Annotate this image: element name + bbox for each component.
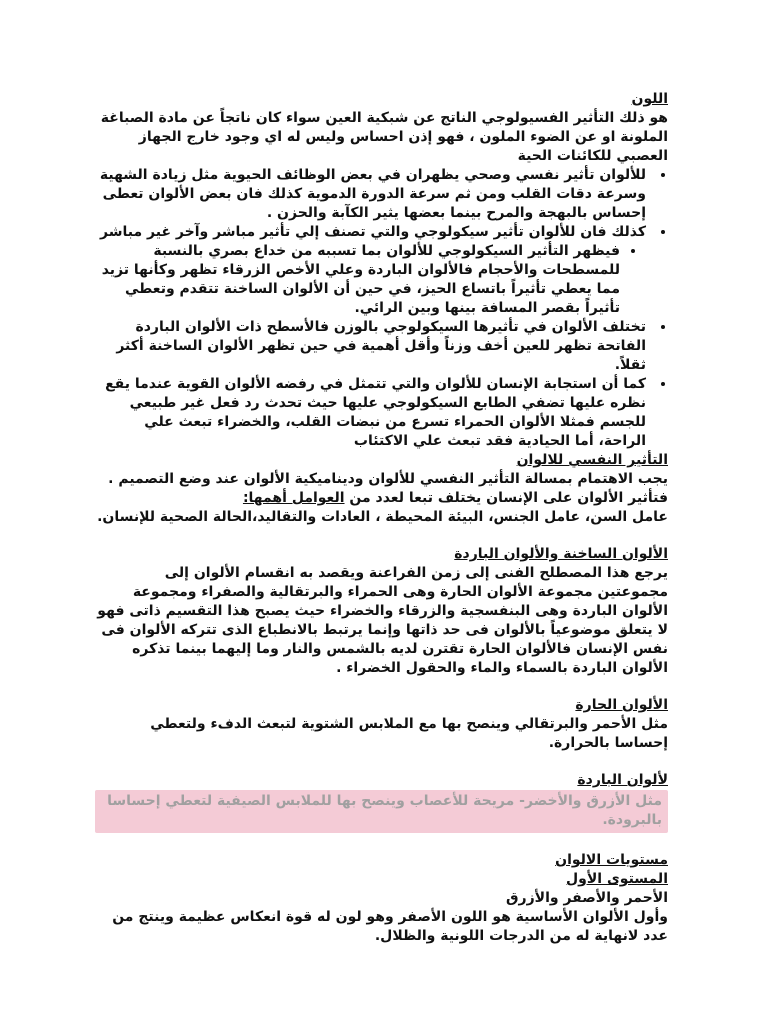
psych-line-text: فتأثير الألوان على الإنسان يختلف تبعا لعدد من: [344, 490, 668, 506]
warm-paragraph: مثل الأحمر والبرتقالي وينصح بها مع الملابس الشتوية لتبعث الدفء ولتعطي إحساسا بالحرارة.: [150, 716, 668, 751]
intro-paragraph: هو ذلك التأثير الفسيولوجي الناتج عن شبكية العين سواء كان ناتجاً عن مادة الصباغة الملونة او عن الضوء الملون ، فهو إذن احساس وليس له اي وجود خارج الجهاز العصبي للكائنات الحية: [100, 110, 668, 164]
bullet-text: كذلك فان للألوان تأثير سيكولوجي والتي تصنف إلي تأثير مباشر وآخر غير مباشر: [100, 224, 646, 240]
bullet-list: [95, 166, 668, 451]
sub-bullet-list: [95, 242, 646, 318]
hot-cold-heading: الألوان الساخنة والألوان الباردة: [454, 546, 668, 562]
cold-heading: لألوان الباردة: [577, 772, 668, 788]
psych-heading: التأثير النفسي للالوان: [516, 452, 668, 468]
levels-paragraph: وأول الألوان الأساسية هو اللون الأصفر وهو لون له قوة انعكاس عظيمة وينتج من عدد لانهاية له من الدرجات اللونية والظلال.: [112, 909, 668, 944]
spacer: [95, 678, 668, 696]
cold-highlighted-text: مثل الأزرق والأخضر- مريحة للأعصاب وينصح بها للملابس الصيفية لتعطي إحساسا بالبرودة.: [95, 790, 668, 833]
psych-factors-label: العوامل أهمها:: [242, 490, 345, 506]
sub-bullet-item: • فيظهر التأثير السيكولوجي للألوان بما تسببه من خداع بصري بالنسبة للمسطحات والأحجام فالألوان الباردة وعلي الأخص الزرقاء تظهر وكأنها تزيد مما يعطي تأثيراً باتساع الحيز، في حين أن الألوان الساخنة تتقدم وتعطي تأثيراً بقصر المسافة بينها وبين الرائي.: [95, 242, 620, 318]
psych-factors: عامل السن، عامل الجنس، البيئة المحيطة ، العادات والتقاليد،الحالة الصحية للإنسان.: [97, 509, 668, 525]
title-heading: اللون: [631, 91, 668, 107]
bullet-item: • تختلف الألوان في تأثيرها السيكولوجي بالوزن فالأسطح ذات الألوان الباردة الفاتحة تظهر للعين أخف وزناً وأقل أهمية في حين تظهر الألوان الساخنة أكثر ثقلاً.: [95, 318, 650, 375]
psych-line: [95, 489, 668, 508]
psych-line: يجب الاهتمام بمسالة التأثير النفسي للألوان وديناميكية الألوان عند وضع التصميم .: [108, 471, 668, 487]
level-one-heading: المستوى الأول: [566, 871, 668, 887]
levels-colors: الأحمر والأصفر والأزرق: [506, 890, 668, 906]
bullet-item: • للألوان تأثير نفسي وصحي يظهران في بعض الوظائف الحيوية مثل زيادة الشهية وسرعة دقات القلب ومن ثم سرعة الدورة الدموية كذلك فان بعض الألوان تعطى إحساس بالبهجة والمرح بينما بعضها يثير الكآبة والحزن .: [95, 166, 650, 223]
spacer: [95, 753, 668, 771]
warm-heading: الألوان الحارة: [575, 697, 668, 713]
spacer: [95, 527, 668, 545]
cold-paragraph: [95, 790, 668, 833]
hot-cold-paragraph: يرجع هذا المصطلح الفنى إلى زمن الفراعنة ويقصد به انقسام الألوان إلى مجموعتين مجموعة الألوان الحارة وهى الحمراء والبرتقالية والصفراء ومجموعة الألوان الباردة وهى البنفسجية والزرقاء والخضراء حيث يصبح هذا التقسيم ذاتى فهو لا يتعلق موضوعياً بالألوان فى حد ذاتها وإنما يرتبط بالانطباع الذى تتركه الألوان فى نفس الإنسان فالألوان الحارة تقترن لديه بالشمس والنار وما إليهما بينما تذكره الألوان الباردة بالسماء والماء والحقول الخضراء .: [97, 565, 668, 676]
bullet-item: • كما أن استجابة الإنسان للألوان والتي تتمثل في رفضه الألوان القوية عندما يقع نظره عليها تضفي الطابع السيكولوجي عليها حيث تحدث رد فعل غير طبيعي للجسم فمثلا الألوان الحمراء تسرع من نبضات القلب، والخضراء تبعث علي الراحة، أما الحيادية فقد تبعث علي الاكتئاب: [95, 375, 650, 451]
spacer: [95, 833, 668, 851]
bullet-item: [95, 223, 650, 318]
levels-heading: مستويات الالوان: [555, 852, 668, 868]
